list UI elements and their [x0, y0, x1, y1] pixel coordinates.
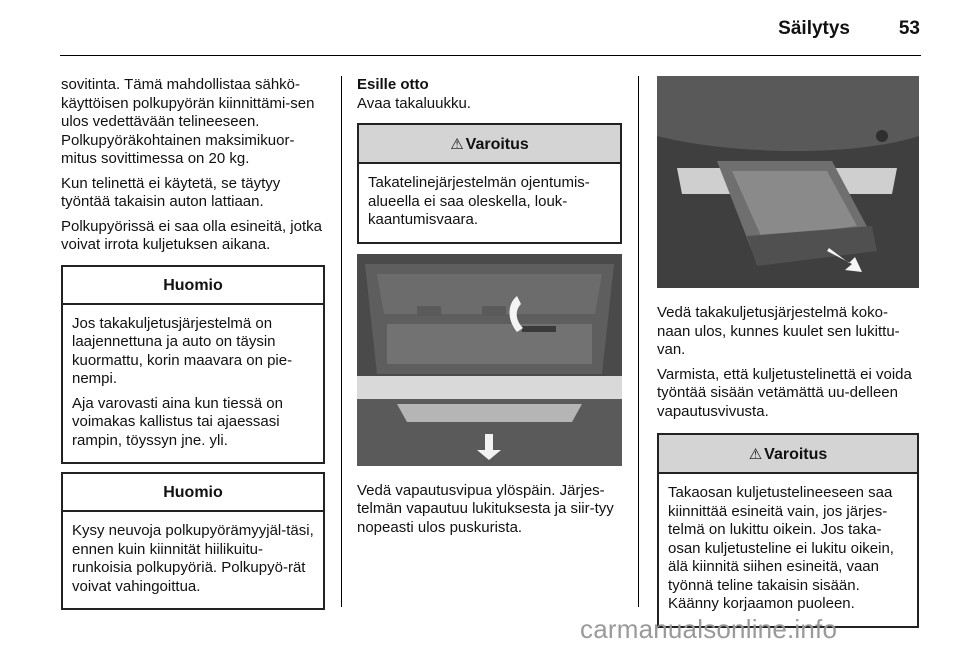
body-paragraph: Varmista, että kuljetustelinettä ei voida työntää sisään vetämättä uu-delleen vapautusvivusta.: [657, 365, 912, 420]
warning-triangle-icon: ⚠: [450, 136, 464, 153]
body-paragraph: Polkupyörissä ei saa olla esineitä, jotka voivat irrota kuljetuksen aikana.: [61, 217, 322, 253]
page-number: 53: [898, 18, 920, 39]
warning-triangle-icon: ⚠: [748, 446, 763, 463]
column-divider-2: [638, 76, 639, 607]
watermark: carmanualsonline.info: [580, 614, 838, 644]
figure-caption: Vedä vapautusvipua ylöspäin. Järjes-telmän vapautuu lukituksesta ja siir-tyy nopeasti ulos puskurista.: [357, 481, 614, 536]
notice-box: [61, 265, 325, 465]
column-2: [357, 76, 622, 543]
notice-text: Kysy neuvoja polkupyörämyyjäl-täsi, ennen kuin kiinnität hiilikuitu-runkoisia polkupyöriä. Polkupyö-rät voivat vahingoittua.: [72, 522, 314, 595]
bumper-release-image: [357, 254, 622, 466]
carrier-pulled-out-illustration: [657, 76, 919, 288]
body-paragraph: sovitinta. Tämä mahdollistaa sähkö-käyttöisen polkupyörän kiinnittämi-sen ulos vedettävään telineeseen. Polkupyöräkohtainen maksimikuor-mitus sovittimessa on 20 kg.: [61, 76, 315, 167]
notice-title: Huomio: [63, 474, 323, 512]
page-header-title: Säilytys: [778, 18, 850, 39]
body-paragraph: Vedä takakuljetusjärjestelmä koko-naan ulos, kunnes kuulet sen lukittu-van.: [657, 304, 900, 358]
column-1: [61, 76, 325, 618]
warning-text: Takatelinejärjestelmän ojentumis-alueella ei saa oleskella, louk-kaantumisvaara.: [368, 174, 590, 228]
header-divider: [60, 55, 921, 56]
warning-text: Takaosan kuljetustelineeseen saa kiinnittää esineitä vain, jos järjes-telmä on lukittu oikein. Jos taka-osan kuljetusteline ei lukitu oikein, älä kiinnitä siihen esineitä, vaan työnnä teline takaisin sisään. Käänny korjaamon puoleen.: [668, 484, 894, 612]
body-paragraph: Avaa takaluukku.: [357, 94, 471, 112]
notice-title: Huomio: [63, 267, 323, 305]
carrier-pull-out-image: [657, 76, 919, 288]
warning-title: ⚠ Varoitus: [659, 435, 917, 474]
column-3: [657, 76, 919, 636]
column-divider-1: [341, 76, 342, 607]
notice-box: [61, 472, 325, 610]
notice-text: Jos takakuljetusjärjestelmä on laajennettuna ja auto on täysin kuormattu, korin maavara on pie-nempi.: [72, 314, 293, 387]
warning-title: ⚠ Varoitus: [359, 125, 620, 164]
notice-text: Aja varovasti aina kun tiessä on voimakas kallistus tai ajaessasi rampin, töyssyn jne. yli.: [72, 394, 283, 449]
warning-box: [657, 433, 919, 628]
section-subheading: Esille otto: [357, 76, 429, 93]
body-paragraph: Kun telinettä ei käytetä, se täytyy työntää takaisin auton lattiaan.: [61, 174, 281, 210]
warning-box: [357, 123, 622, 244]
release-lever-illustration: [357, 254, 622, 466]
